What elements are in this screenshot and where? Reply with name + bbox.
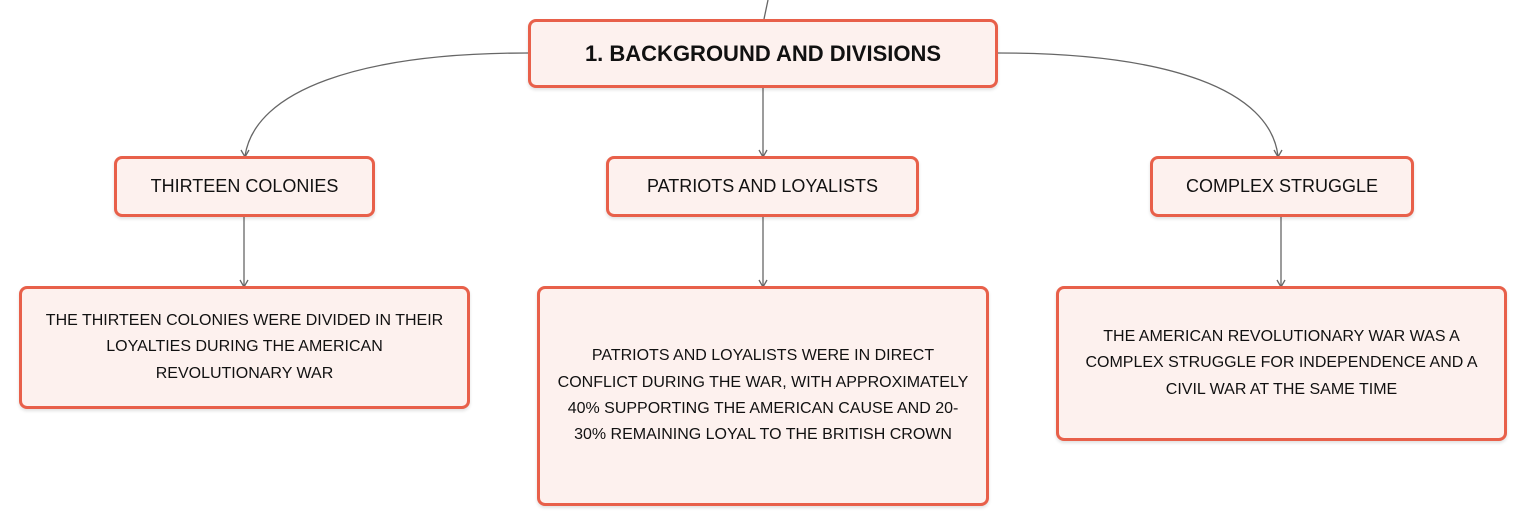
connector-root-to-thirteen-colonies	[245, 53, 528, 156]
root-node[interactable]	[528, 19, 998, 88]
branch-node-thirteen-colonies[interactable]	[114, 156, 375, 217]
branch-node-label: THIRTEEN COLONIES	[150, 176, 339, 196]
detail-node-complex-struggle[interactable]	[1056, 286, 1507, 441]
branch-node-label: COMPLEX STRUGGLE	[1185, 176, 1379, 196]
detail-node-text: THE AMERICAN REVOLUTIONARY WAR WAS A COMPLEX STRUGGLE FOR INDEPENDENCE AND A CIVIL WAR AT THE SAME TIME	[1085, 327, 1478, 398]
detail-node-patriots-and-loyalists[interactable]	[537, 286, 989, 506]
connector-parent-to-root	[764, 0, 768, 19]
detail-node-text: PATRIOTS AND LOYALISTS WERE IN DIRECT CONFLICT DURING THE WAR, WITH APPROXIMATELY 40% SUPPORTING THE AMERICAN CAUSE AND 20-30% REMAINING LOYAL TO THE BRITISH CROWN	[557, 347, 969, 444]
branch-node-complex-struggle[interactable]	[1150, 156, 1414, 217]
root-node-label: 1. BACKGROUND AND DIVISIONS	[584, 40, 942, 66]
detail-node-thirteen-colonies[interactable]	[19, 286, 470, 409]
detail-node-text: THE THIRTEEN COLONIES WERE DIVIDED IN THEIR LOYALTIES DURING THE AMERICAN REVOLUTIONARY WAR	[45, 311, 444, 382]
branch-node-patriots-and-loyalists[interactable]	[606, 156, 919, 217]
branch-node-label: PATRIOTS AND LOYALISTS	[646, 176, 879, 196]
connector-root-to-complex-struggle	[998, 53, 1278, 156]
